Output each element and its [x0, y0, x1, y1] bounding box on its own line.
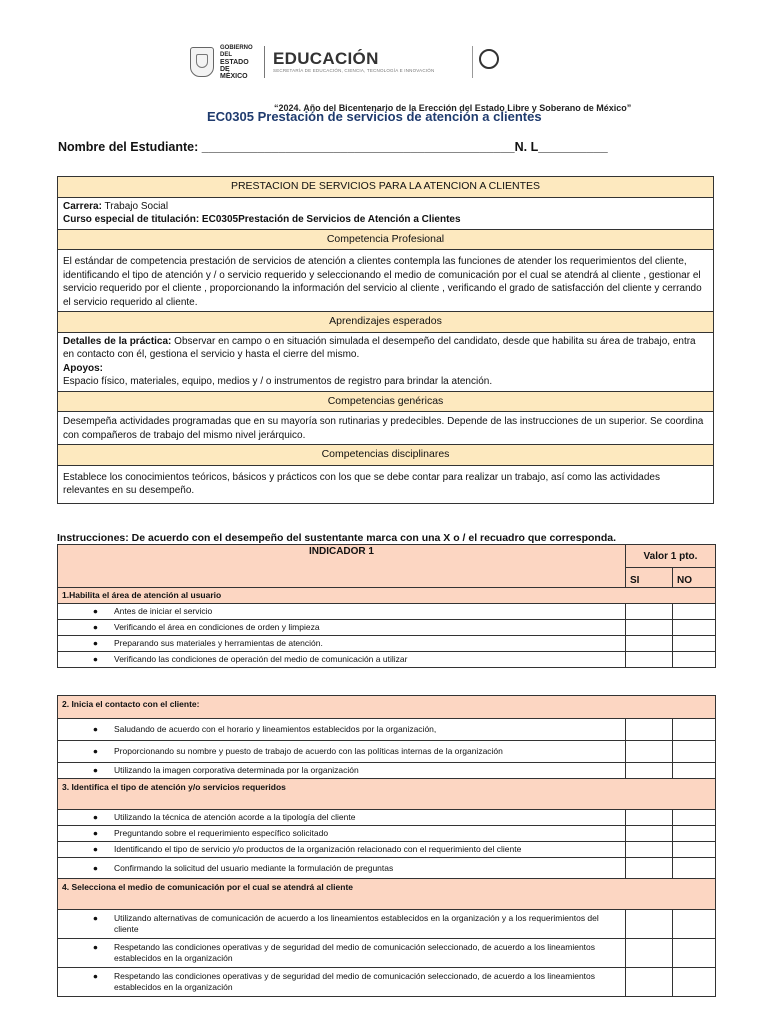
education-logo	[273, 50, 434, 74]
checkbox-no[interactable]	[673, 826, 716, 842]
education-subtitle: SECRETARÍA DE EDUCACIÓN, CIENCIA, TECNOLOGÍA E INNOVACIÓN	[273, 68, 435, 73]
bullet-icon: ●	[92, 812, 98, 822]
bullet-icon: ●	[92, 971, 98, 981]
checkbox-no[interactable]	[673, 719, 716, 741]
bullet-icon: ●	[92, 654, 98, 664]
section-header: 4. Selecciona el medio de comunicación por el cual se atendrá al cliente	[58, 879, 716, 910]
checkbox-si[interactable]	[626, 620, 673, 636]
student-name-line: Nombre del Estudiante: _____________________________________________N. L__________	[58, 140, 608, 154]
page-title: EC0305 Prestación de servicios de atención a clientes	[207, 109, 542, 124]
bullet-icon: ●	[92, 622, 98, 632]
genericas-text: Desempeña actividades programadas que en su mayoría son rutinarias y predecibles. Depende de las instrucciones de un superior. Se coordina con compañeros de trabajo del mismo nivel jerárquico.	[58, 412, 714, 445]
table-title: PRESTACION DE SERVICIOS PARA LA ATENCION A CLIENTES	[58, 177, 714, 198]
checkbox-no[interactable]	[673, 763, 716, 779]
competency-table	[57, 176, 714, 504]
divider	[472, 46, 473, 78]
checkbox-no[interactable]	[673, 939, 716, 968]
table-row: ● Utilizando alternativas de comunicación de acuerdo a los lineamientos establecidos en la organización y a los requerimientos del cliente	[58, 910, 716, 939]
table-row: ● Preparando sus materiales y herramientas de atención.	[58, 636, 716, 652]
aprendizajes-header: Aprendizajes esperados	[58, 312, 714, 333]
checkbox-no[interactable]	[673, 620, 716, 636]
section-header: 2. Inicia el contacto con el cliente:	[58, 696, 716, 719]
no-header: NO	[673, 568, 716, 588]
table-row: ● Utilizando la imagen corporativa determinada por la organización	[58, 763, 716, 779]
instructions: Instrucciones: De acuerdo con el desempeño del sustentante marca con una X o / el recuadro que corresponda.	[57, 532, 616, 544]
bullet-icon: ●	[92, 862, 98, 873]
checkbox-si[interactable]	[626, 826, 673, 842]
table-row: ● Preguntando sobre el requerimiento específico solicitado	[58, 826, 716, 842]
table-row: ● Utilizando la técnica de atención acorde a la tipología del cliente	[58, 810, 716, 826]
checkbox-si[interactable]	[626, 652, 673, 668]
checkbox-si[interactable]	[626, 939, 673, 968]
genericas-header: Competencias genéricas	[58, 391, 714, 412]
section-header: 1.Habilita el área de atención al usuario	[58, 588, 716, 604]
checkbox-no[interactable]	[673, 842, 716, 858]
checkbox-si[interactable]	[626, 910, 673, 939]
checkbox-no[interactable]	[673, 810, 716, 826]
checkbox-no[interactable]	[673, 604, 716, 620]
indicator-1-table	[57, 544, 716, 668]
bullet-icon: ●	[92, 606, 98, 616]
checkbox-si[interactable]	[626, 810, 673, 826]
table-row: ● Respetando las condiciones operativas y de seguridad del medio de comunicación seleccionado, de acuerdo a los lineamientos establecidos en la organización	[58, 968, 716, 997]
government-label: GOBIERNO DEL ESTADO DE MÉXICO	[220, 44, 253, 80]
indicator-title: INDICADOR 1	[58, 545, 626, 588]
checkbox-si[interactable]	[626, 741, 673, 763]
si-header: SI	[626, 568, 673, 588]
motto: “2024. Año del Bicentenario de la Erección del Estado Libre y Soberano de México”	[274, 103, 632, 113]
table-row: ● Antes de iniciar el servicio	[58, 604, 716, 620]
checkbox-si[interactable]	[626, 719, 673, 741]
bullet-icon: ●	[92, 765, 98, 775]
disciplinares-header: Competencias disciplinares	[58, 445, 714, 466]
bullet-icon: ●	[92, 942, 98, 952]
institution-logo-icon	[479, 49, 499, 69]
checkbox-si[interactable]	[626, 842, 673, 858]
disciplinares-text: Establece los conocimientos teóricos, básicos y prácticos con los que se debe contar para realizar un trabajo, así como las actividades relevantes en su desempeño.	[58, 465, 714, 503]
checkbox-no[interactable]	[673, 741, 716, 763]
indicator-2-table	[57, 695, 716, 997]
table-row: ● Verificando el área en condiciones de orden y limpieza	[58, 620, 716, 636]
course-info: Carrera: Trabajo Social Curso especial de titulación: EC0305Prestación de Servicios de Atención a Clientes	[58, 197, 714, 229]
bullet-icon: ●	[92, 844, 98, 854]
checkbox-no[interactable]	[673, 910, 716, 939]
table-row: ● Verificando las condiciones de operación del medio de comunicación a utilizar	[58, 652, 716, 668]
section-header: 3. Identifica el tipo de atención y/o servicios requeridos	[58, 779, 716, 810]
table-row: ● Confirmando la solicitud del usuario mediante la formulación de preguntas	[58, 858, 716, 879]
valor-header: Valor 1 pto.	[626, 545, 716, 568]
checkbox-si[interactable]	[626, 858, 673, 879]
competencia-text: El estándar de competencia prestación de servicios de atención a clientes contempla las funciones de atender los requerimientos del cliente, identificando el tipo de atención y / o servicio requerido y seleccionando el medio de comunicación por el cual se atendrá al cliente , gestionar el servicio requerido por el cliente , proporcionando la información del servicio al cliente , verificando el grado de satisfacción del cliente y cerrando el servicio requerido al cliente.	[58, 250, 714, 312]
bullet-icon: ●	[92, 638, 98, 648]
bullet-icon: ●	[92, 913, 98, 923]
table-row: ● Identificando el tipo de servicio y/o productos de la organización relacionado con el requerimiento del cliente	[58, 842, 716, 858]
table-row: ● Proporcionando su nombre y puesto de trabajo de acuerdo con las políticas internas de la organización	[58, 741, 716, 763]
checkbox-si[interactable]	[626, 763, 673, 779]
aprendizajes-text: Detalles de la práctica: Observar en campo o en situación simulada el desempeño del candidato, desde que habilita su área de trabajo, entra en contacto con él, gestiona el servicio y hasta el cierre del mismo. Apoyos: Espacio físico, materiales, equipo, medios y / o instrumentos de registro para brindar la atención.	[58, 332, 714, 391]
checkbox-si[interactable]	[626, 968, 673, 997]
checkbox-si[interactable]	[626, 636, 673, 652]
bullet-icon: ●	[92, 828, 98, 838]
checkbox-si[interactable]	[626, 604, 673, 620]
competencia-header: Competencia Profesional	[58, 229, 714, 250]
table-row: ● Saludando de acuerdo con el horario y lineamientos establecidos por la organización,	[58, 719, 716, 741]
checkbox-no[interactable]	[673, 652, 716, 668]
bullet-icon: ●	[92, 746, 98, 756]
education-title: EDUCACIÓN	[273, 49, 379, 68]
table-row: ● Respetando las condiciones operativas y de seguridad del medio de comunicación seleccionado, de acuerdo a los lineamientos establecidos en la organización	[58, 939, 716, 968]
checkbox-no[interactable]	[673, 968, 716, 997]
bullet-icon: ●	[92, 724, 98, 734]
checkbox-no[interactable]	[673, 858, 716, 879]
checkbox-no[interactable]	[673, 636, 716, 652]
state-seal-icon	[190, 47, 214, 77]
header-logos	[190, 44, 499, 80]
divider	[264, 46, 265, 78]
